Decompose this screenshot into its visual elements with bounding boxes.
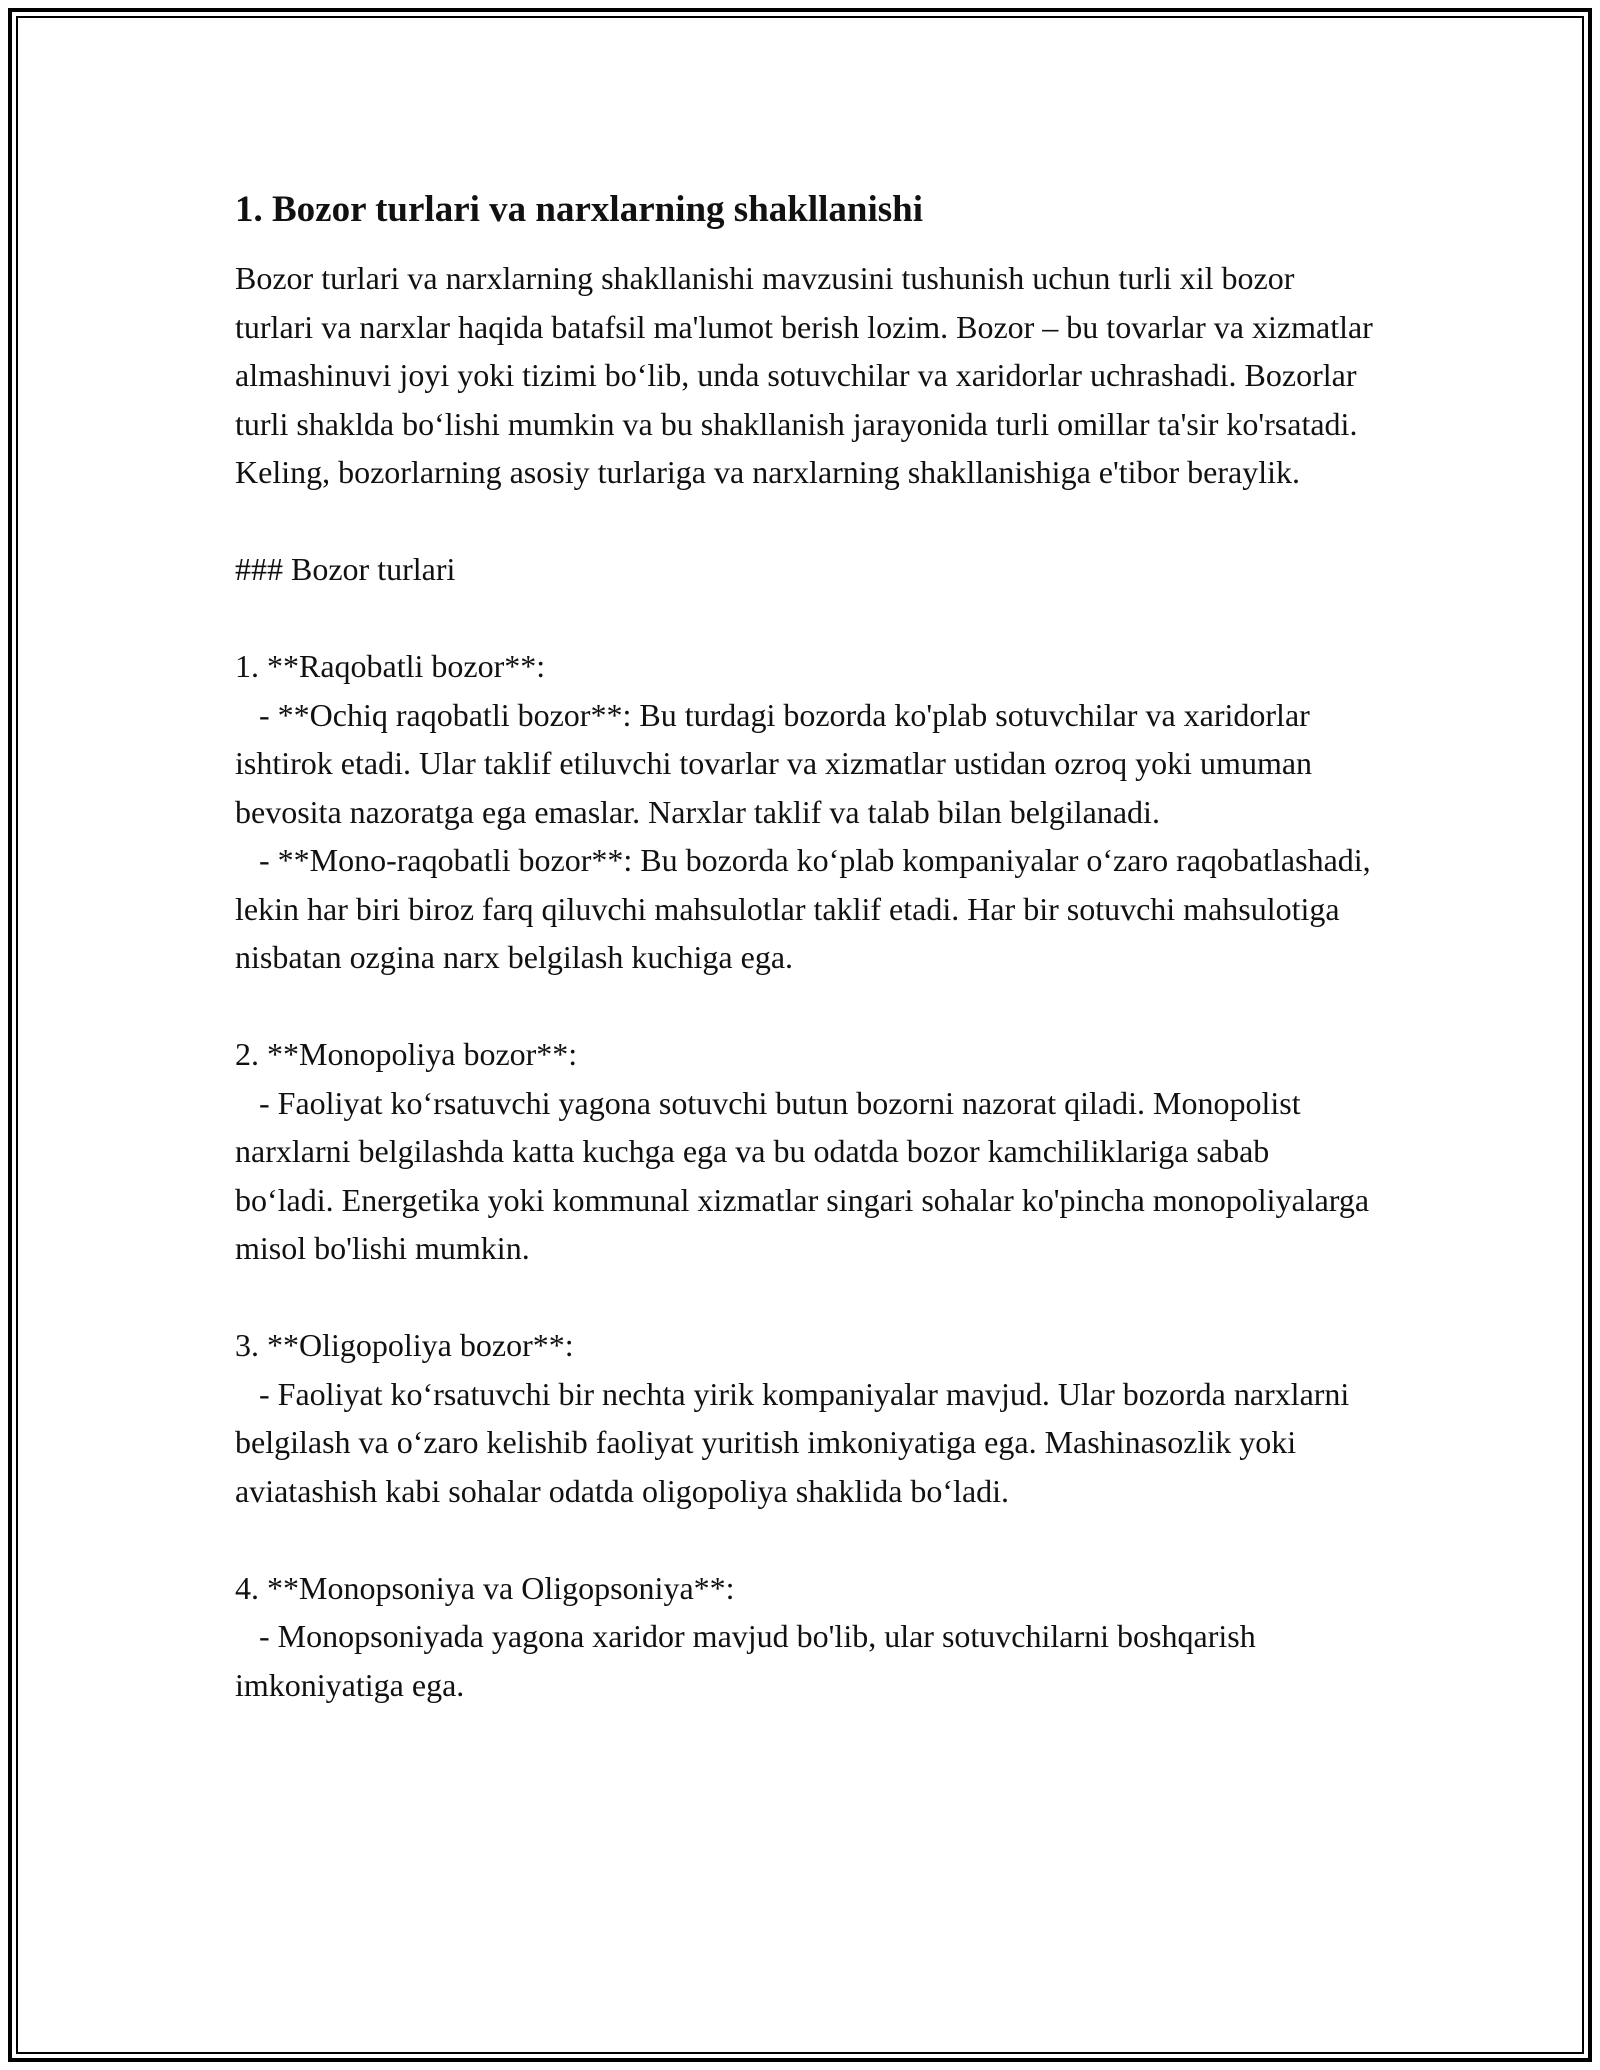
market-type-item: [235, 642, 1379, 982]
document-body: [235, 186, 1381, 1709]
market-type-item: [235, 1030, 1378, 1273]
intro-paragraph: Bozor turlari va narxlarning shakllanishi mavzusini tushunish uchun turli xil bozor turlari va narxlar haqida batafsil ma'lumot berish lozim. Bozor – bu tovarlar va xizmatlar almashinuvi joyi yoki tizimi bo‘lib, unda sotuvchilar va xaridorlar uchrashadi. Bozorlar turli shaklda bo‘lishi mumkin va bu shakllanish jarayonida turli omillar ta'sir ko'rsatadi. Keling, bozorlarning asosiy turlariga va narxlarning shakllanishiga e'tibor beraylik.: [235, 260, 1381, 490]
market-type-item: [235, 1321, 1375, 1515]
item-point: - Monopsoniyada yagona xaridor mavjud bo'lib, ular sotuvchilarni boshqarish imkoniyatiga ega.: [235, 1618, 1264, 1703]
item-label: 1. **Raqobatli bozor**:: [235, 648, 546, 684]
item-label: 2. **Monopoliya bozor**:: [235, 1036, 578, 1072]
item-label: 3. **Oligopoliya bozor**:: [235, 1327, 574, 1363]
market-type-item: [235, 1564, 1375, 1710]
item-point: - **Ochiq raqobatli bozor**: Bu turdagi bozorda ko'plab sotuvchilar va xaridorlar ishtirok etadi. Ular taklif etiluvchi tovarlar va xizmatlar ustidan ozroq yoki umuman bevosita nazoratga ega emaslar. Narxlar taklif va talab bilan belgilanadi.: [235, 696, 1321, 830]
item-point: - Faoliyat ko‘rsatuvchi bir nechta yirik kompaniyalar mavjud. Ular bozorda narxlarni belgilash va o‘zaro kelishib faoliyat yuritish imkoniyatiga ega. Mashinasozlik yoki aviatashish kabi sohalar odatda oligopoliya shaklida bo‘ladi.: [235, 1375, 1358, 1509]
item-label: 4. **Monopsoniya va Oligopsoniya**:: [235, 1569, 735, 1606]
section-heading: ### Bozor turlari: [235, 551, 456, 587]
item-point: - **Mono-raqobatli bozor**: Bu bozorda ko‘plab kompaniyalar o‘zaro raqobatlashadi, lekin har biri biroz farq qiluvchi mahsulotlar taklif etadi. Har bir sotuvchi mahsulotiga nisbatan ozgina narx belgilash kuchiga ega.: [235, 842, 1379, 975]
item-point: - Faoliyat ko‘rsatuvchi yagona sotuvchi butun bozorni nazorat qiladi. Monopolist narxlarni belgilashda katta kuchga ega va bu odatda bozor kamchiliklariga sabab bo‘ladi. Energetika yoki kommunal xizmatlar singari sohalar ko'pincha monopoliyalarga misol bo'lishi mumkin.: [235, 1084, 1378, 1266]
document-title: 1. Bozor turlari va narxlarning shakllanishi: [235, 189, 924, 230]
